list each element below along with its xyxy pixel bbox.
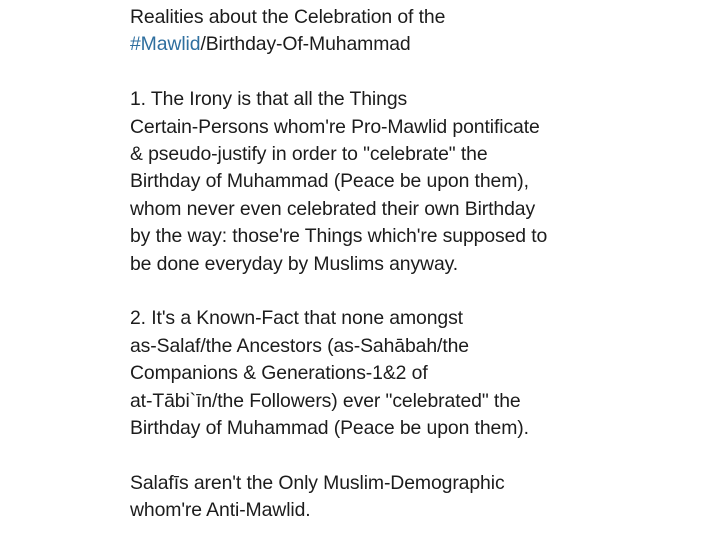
point-2-line: Companions & Generations-1&2 of (130, 362, 428, 385)
point-2-paragraph (130, 305, 710, 442)
point-2-line: as-Salaf/the Ancestors (as-Sahābah/the (130, 334, 469, 357)
title-line-2 (130, 31, 710, 58)
point-1-line: & pseudo-justify in order to "celebrate" the (130, 143, 488, 166)
post-body (130, 4, 710, 525)
point-2-line: Birthday of Muhammad (Peace be upon them). (130, 417, 529, 440)
point-1-line: Birthday of Muhammad (Peace be upon them), (130, 170, 529, 193)
closing-line: whom're Anti-Mawlid. (130, 499, 311, 522)
post-title (130, 4, 710, 59)
point-1-paragraph (130, 86, 710, 278)
point-2-line: at-Tābi`īn/the Followers) ever "celebrated" the (130, 389, 521, 412)
title-line-1: Realities about the Celebration of the (130, 6, 446, 28)
point-1-line: be done everyday by Muslims anyway. (130, 252, 459, 275)
point-2-line: 2. It's a Known-Fact that none amongst (130, 307, 463, 330)
hashtag-link-mawlid[interactable]: #Mawlid (130, 33, 201, 56)
closing-paragraph (130, 470, 710, 525)
point-1-line: by the way: those're Things which're supposed to (130, 225, 548, 248)
point-1-line: whom never even celebrated their own Birthday (130, 197, 536, 220)
point-1-line: 1. The Irony is that all the Things (130, 88, 408, 111)
point-1-line: Certain-Persons whom're Pro-Mawlid pontificate (130, 115, 540, 138)
title-line-2-text: /Birthday-Of-Muhammad (200, 33, 411, 56)
closing-line: Salafīs aren't the Only Muslim-Demographic (130, 471, 505, 494)
